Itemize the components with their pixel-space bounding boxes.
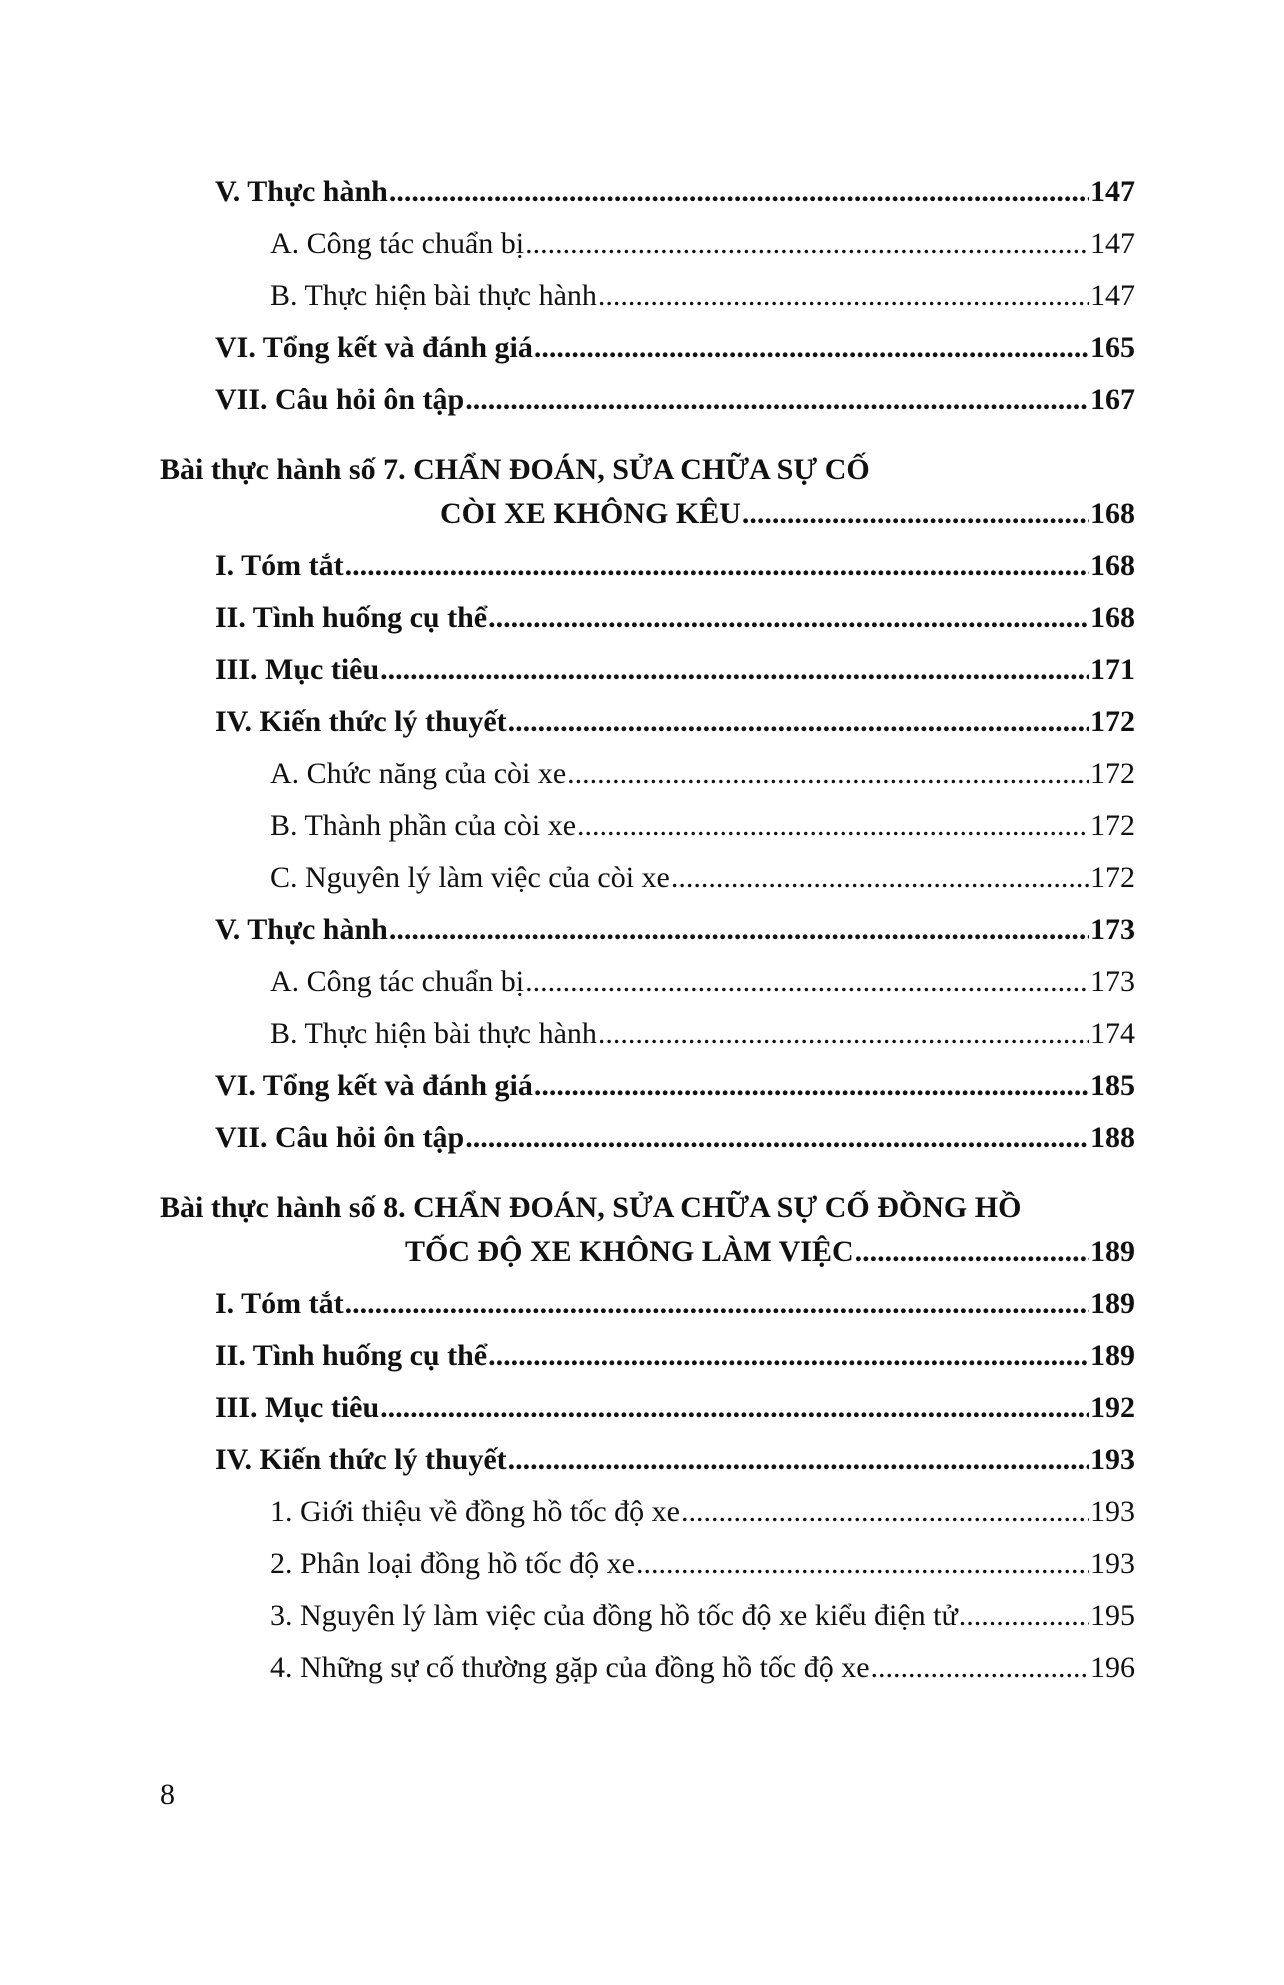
- toc-leader-dots: [855, 1232, 1089, 1272]
- toc-entry-title: V. Thực hành: [215, 175, 388, 208]
- toc-entry[interactable]: [270, 858, 1135, 898]
- toc-entry-title: V. Thực hành: [215, 913, 388, 946]
- toc-entry[interactable]: [215, 546, 1135, 586]
- toc-leader-dots: [598, 1014, 1089, 1054]
- toc-entry[interactable]: [215, 328, 1135, 368]
- toc-entry-page: 147: [1090, 279, 1135, 312]
- toc-leader-dots: [465, 1118, 1089, 1158]
- toc-entry-page: 189: [1090, 1339, 1135, 1372]
- toc-entry-page: 168: [1090, 497, 1135, 530]
- toc-entry[interactable]: [215, 1118, 1135, 1158]
- lesson-8-heading-line1[interactable]: Bài thực hành số 8. CHẨN ĐOÁN, SỬA CHỮA SỰ CỐ ĐỒNG HỒ: [160, 1191, 1022, 1224]
- toc-leader-dots: [389, 172, 1089, 212]
- toc-entry-page: 147: [1090, 175, 1135, 208]
- toc-entry[interactable]: [270, 1544, 1135, 1584]
- toc-leader-dots: [389, 910, 1089, 950]
- lesson-8-heading-line2[interactable]: [405, 1232, 1135, 1272]
- toc-entry-title: VI. Tổng kết và đánh giá: [215, 331, 533, 364]
- toc-entry[interactable]: [215, 1388, 1135, 1428]
- toc-leader-dots: [345, 1284, 1089, 1324]
- toc-entry-title: VII. Câu hỏi ôn tập: [215, 383, 465, 416]
- toc-entry[interactable]: [270, 1648, 1135, 1688]
- toc-entry-title: II. Tình huống cụ thể: [215, 1339, 488, 1372]
- toc-entry-page: 172: [1090, 861, 1135, 894]
- toc-entry-title: 1. Giới thiệu về đồng hồ tốc độ xe: [270, 1495, 680, 1528]
- toc-entry-title: I. Tóm tắt: [215, 549, 344, 582]
- toc-entry-page: 189: [1090, 1235, 1135, 1268]
- toc-entry-title: I. Tóm tắt: [215, 1287, 344, 1320]
- toc-entry-page: 172: [1090, 757, 1135, 790]
- toc-entry-title: CÒI XE KHÔNG KÊU: [440, 497, 741, 530]
- toc-entry[interactable]: [215, 172, 1135, 212]
- toc-entry-page: 192: [1090, 1391, 1135, 1424]
- toc-entry-title: III. Mục tiêu: [215, 653, 380, 686]
- toc-entry[interactable]: [215, 380, 1135, 420]
- toc-entry[interactable]: [215, 1440, 1135, 1480]
- toc-entry-title: A. Chức năng của còi xe: [270, 757, 567, 790]
- toc-entry-page: 188: [1090, 1121, 1135, 1154]
- toc-entry-title: IV. Kiến thức lý thuyết: [215, 705, 507, 738]
- toc-entry[interactable]: [270, 1596, 1135, 1636]
- toc-leader-dots: [380, 1388, 1089, 1428]
- toc-entry-title: III. Mục tiêu: [215, 1391, 380, 1424]
- toc-entry-page: 195: [1090, 1599, 1135, 1632]
- lesson-7-heading-line1[interactable]: Bài thực hành số 7. CHẨN ĐOÁN, SỬA CHỮA SỰ CỐ: [160, 453, 870, 486]
- toc-entry-page: 196: [1090, 1651, 1135, 1684]
- toc-entry-page: 174: [1090, 1017, 1135, 1050]
- toc-entry-title: B. Thành phần của còi xe: [270, 809, 577, 842]
- toc-entry-title: A. Công tác chuẩn bị: [270, 965, 525, 998]
- lesson-7-heading-line2[interactable]: [440, 494, 1135, 534]
- toc-leader-dots: [598, 276, 1089, 316]
- toc-leader-dots: [681, 1492, 1089, 1532]
- toc-leader-dots: [380, 650, 1089, 690]
- toc-entry-title: II. Tình huống cụ thể: [215, 601, 488, 634]
- toc-entry-title: B. Thực hiện bài thực hành: [270, 1017, 597, 1050]
- toc-entry-page: 173: [1090, 913, 1135, 946]
- toc-entry-title: TỐC ĐỘ XE KHÔNG LÀM VIỆC: [405, 1235, 854, 1268]
- toc-leader-dots: [525, 962, 1089, 1002]
- toc-leader-dots: [567, 754, 1089, 794]
- toc-entry-title: 3. Nguyên lý làm việc của đồng hồ tốc độ xe kiểu điện tử: [270, 1599, 958, 1632]
- toc-entry[interactable]: [215, 910, 1135, 950]
- toc-leader-dots: [959, 1596, 1089, 1636]
- toc-entry[interactable]: [215, 1284, 1135, 1324]
- toc-entry[interactable]: [270, 224, 1135, 264]
- toc-entry-title: VII. Câu hỏi ôn tập: [215, 1121, 465, 1154]
- toc-entry[interactable]: [270, 806, 1135, 846]
- toc-entry-title: IV. Kiến thức lý thuyết: [215, 1443, 507, 1476]
- toc-entry-title: VI. Tổng kết và đánh giá: [215, 1069, 533, 1102]
- toc-entry-page: 168: [1090, 601, 1135, 634]
- toc-entry-title: A. Công tác chuẩn bị: [270, 227, 525, 260]
- toc-leader-dots: [465, 380, 1089, 420]
- toc-leader-dots: [345, 546, 1089, 586]
- toc-entry[interactable]: [270, 1492, 1135, 1532]
- toc-entry-page: 185: [1090, 1069, 1135, 1102]
- toc-entry-page: 189: [1090, 1287, 1135, 1320]
- toc-leader-dots: [742, 494, 1089, 534]
- page-number: 8: [160, 1778, 175, 1811]
- toc-entry[interactable]: [270, 276, 1135, 316]
- toc-entry-page: 193: [1090, 1443, 1135, 1476]
- toc-entry[interactable]: [215, 598, 1135, 638]
- toc-leader-dots: [577, 806, 1089, 846]
- toc-entry[interactable]: [270, 754, 1135, 794]
- toc-entry[interactable]: [215, 702, 1135, 742]
- toc-leader-dots: [871, 1648, 1089, 1688]
- toc-leader-dots: [671, 858, 1089, 898]
- toc-entry-page: 193: [1090, 1495, 1135, 1528]
- toc-leader-dots: [488, 1336, 1089, 1376]
- toc-entry-title: 4. Những sự cố thường gặp của đồng hồ tốc độ xe: [270, 1651, 870, 1684]
- toc-entry[interactable]: [215, 1066, 1135, 1106]
- toc-entry-page: 167: [1090, 383, 1135, 416]
- toc-entry[interactable]: [215, 650, 1135, 690]
- toc-entry-title: B. Thực hiện bài thực hành: [270, 279, 597, 312]
- toc-leader-dots: [508, 702, 1089, 742]
- toc-entry[interactable]: [270, 1014, 1135, 1054]
- toc-entry-title: C. Nguyên lý làm việc của còi xe: [270, 861, 670, 894]
- toc-entry[interactable]: [270, 962, 1135, 1002]
- toc-entry-page: 147: [1090, 227, 1135, 260]
- toc-leader-dots: [488, 598, 1089, 638]
- toc-leader-dots: [534, 1066, 1089, 1106]
- toc-entry-page: 193: [1090, 1547, 1135, 1580]
- toc-entry-title: 2. Phân loại đồng hồ tốc độ xe: [270, 1547, 635, 1580]
- toc-entry-page: 165: [1090, 331, 1135, 364]
- toc-entry-page: 173: [1090, 965, 1135, 998]
- toc-entry-page: 168: [1090, 549, 1135, 582]
- toc-leader-dots: [636, 1544, 1089, 1584]
- toc-leader-dots: [525, 224, 1089, 264]
- toc-leader-dots: [534, 328, 1089, 368]
- toc-leader-dots: [508, 1440, 1089, 1480]
- toc-entry-page: 172: [1090, 809, 1135, 842]
- toc-entry-page: 171: [1090, 653, 1135, 686]
- toc-entry-page: 172: [1090, 705, 1135, 738]
- toc-entry[interactable]: [215, 1336, 1135, 1376]
